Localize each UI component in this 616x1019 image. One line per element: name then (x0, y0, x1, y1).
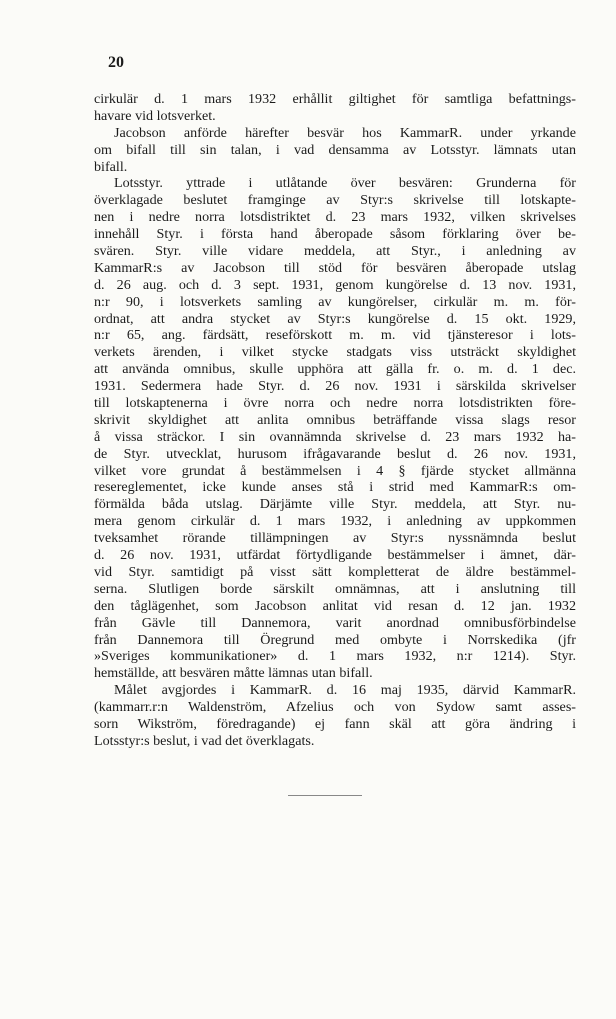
text-line: överklagade beslutet framginge av Styr:s skrivelse till lotskapte- (94, 192, 576, 209)
text-line: svären. Styr. ville vidare meddela, att Styr., i anledning av (94, 243, 576, 260)
text-line: tveksamhet rörande tillämpningen av Styr:s nyssnämnda beslut (94, 530, 576, 547)
text-line: sorn Wikström, föredragande) ej fann skäl att göra ändring i (94, 715, 576, 732)
text-line: »Sveriges kommunikationer» d. 1 mars 1932, n:r 1214). Styr. (94, 648, 576, 665)
text-line: serna. Slutligen borde särskilt omnämnas, att i anslutning till (94, 580, 576, 597)
text-line: mera genom cirkulär d. 1 mars 1932, i anledning av uppkommen (94, 513, 576, 530)
body-text (94, 91, 576, 750)
text-line: ordnat, att andra stycket av Styr:s kungörelse d. 15 okt. 1929, (94, 310, 576, 327)
text-line: innehåll Styr. i första hand åberopade såsom förklaring över be- (94, 226, 576, 243)
text-line: d. 26 nov. 1931, utfärdat förtydligande bestämmelser i ämnet, där- (94, 547, 576, 564)
text-line: n:r 90, i lotsverkets samling av kungörelser, cirkulär m. m. för- (94, 293, 576, 310)
text-line: å vissa sträckor. I sin ovannämnda skrivelse d. 23 mars 1932 ha- (94, 428, 576, 445)
text-line: havare vid lotsverket. (94, 107, 216, 124)
text-line: bifall. (94, 158, 128, 175)
text-line: resereglementet, icke kunde anses stå i strid med KammarR:s om- (94, 479, 576, 496)
text-line: Lotsstyr:s beslut, i vad det överklagats. (94, 732, 315, 749)
text-line: vilket vore grundat å bestämmelsen i 4 § fjärde stycket allmänna (94, 462, 576, 479)
text-line: från Gävle till Dannemora, varit anordnad omnibusförbindelse (94, 614, 576, 631)
text-line: 1931. Sedermera hade Styr. d. 26 nov. 1931 i särskilda skrivelser (94, 378, 576, 395)
text-line: Jacobson anförde härefter besvär hos KammarR. under yrkande (114, 124, 576, 141)
text-line: KammarR:s av Jacobson till stöd för besvären åberopade utslag (94, 259, 576, 276)
text-line: n:r 65, ang. färdsätt, reseförskott m. m. vid tjänsteresor i lots- (94, 327, 576, 344)
page-number: 20 (108, 54, 124, 71)
text-line: från Dannemora till Öregrund med ombyte i Norrskedika (jfr (94, 631, 576, 648)
text-line: om bifall till sin talan, i vad densamma av Lotsstyr. lämnats utan (94, 141, 576, 158)
text-line: d. 26 aug. och d. 3 sept. 1931, genom kungörelse d. 13 nov. 1931, (94, 276, 576, 293)
text-line: att använda omnibus, skulle upphöra att gälla fr. o. m. d. 1 dec. (94, 361, 576, 378)
text-line: den tåglägenhet, som Jacobson anlitat vid resan d. 12 jan. 1932 (94, 597, 576, 614)
text-line: Lotsstyr. yttrade i utlåtande över besvären: Grunderna för (114, 175, 576, 192)
text-line: de Styr. utvecklat, hurusom ifrågavarande beslut d. 26 nov. 1931, (94, 445, 576, 462)
text-line: skrivit skyldighet att anlita omnibus beträffande vissa slags resor (94, 411, 576, 428)
text-line: vid Styr. samtidigt på visst sätt kompletterat de äldre bestämmel- (94, 563, 576, 580)
separator-rule (288, 795, 362, 796)
text-line: Målet avgjordes i KammarR. d. 16 maj 1935, därvid KammarR. (114, 682, 576, 699)
text-line: verkets ärenden, i vilket stycke stadgats viss utsträckt skyldighet (94, 344, 576, 361)
text-line: förmälda båda utslag. Därjämte ville Styr. meddela, att Styr. nu- (94, 496, 576, 513)
text-line: (kammarr.r:n Waldenström, Afzelius och von Sydow samt asses- (94, 699, 576, 716)
text-line: till lotskaptenerna i övre norra och nedre norra lotsdistrikten före- (94, 395, 576, 412)
text-line: nen i nedre norra lotsdistriktet d. 23 mars 1932, vilken skrivelses (94, 209, 576, 226)
text-line: hemställde, att besvären måtte lämnas utan bifall. (94, 665, 373, 682)
text-line: cirkulär d. 1 mars 1932 erhållit giltighet för samtliga befattnings- (94, 91, 576, 107)
